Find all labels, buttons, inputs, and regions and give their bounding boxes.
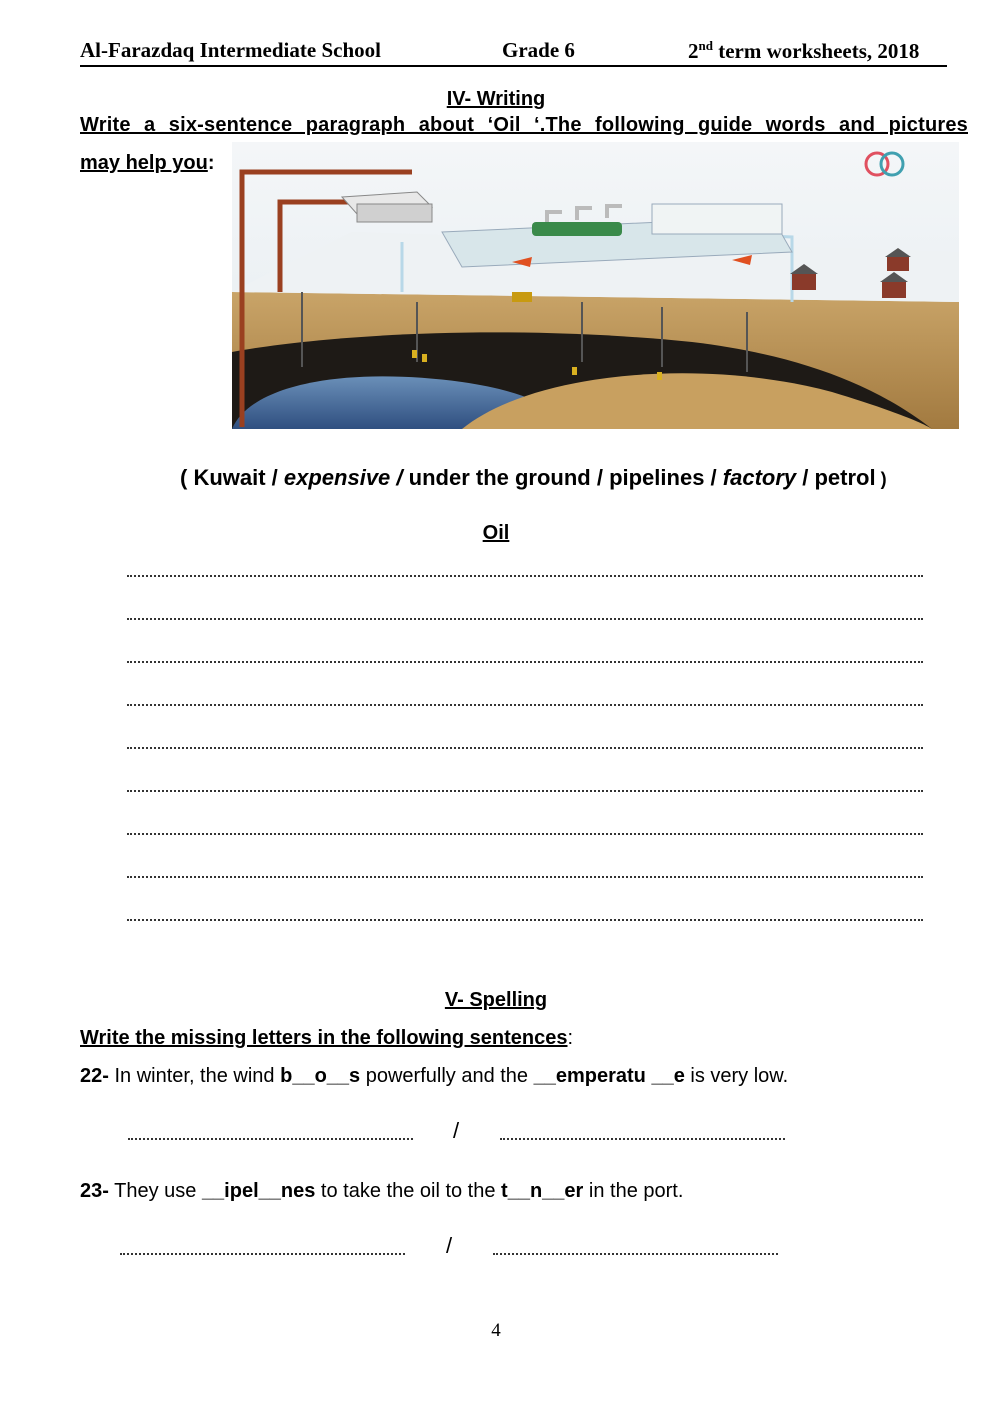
writing-line[interactable] bbox=[127, 833, 923, 835]
writing-instruction-colon: : bbox=[207, 152, 215, 174]
guide-close: ) bbox=[875, 469, 887, 489]
writing-instruction-text: may help you bbox=[80, 152, 208, 174]
spelling-instruction-colon: : bbox=[567, 1027, 574, 1049]
term-label bbox=[688, 38, 919, 64]
guide-sep: / bbox=[390, 465, 409, 490]
q22-slash: / bbox=[453, 1118, 460, 1143]
q23-text1: They use bbox=[108, 1180, 202, 1202]
q23-word1: __ipel__nes bbox=[201, 1180, 316, 1202]
writing-line[interactable] bbox=[127, 747, 923, 749]
q23-slash: / bbox=[446, 1233, 453, 1258]
page-number: 4 bbox=[491, 1320, 501, 1341]
page-header bbox=[80, 38, 947, 67]
power-station bbox=[652, 204, 782, 234]
q22-answer-line-1[interactable] bbox=[128, 1138, 413, 1140]
writing-line[interactable] bbox=[127, 919, 923, 921]
writing-line[interactable] bbox=[127, 661, 923, 663]
guide-word-expensive: expensive bbox=[283, 465, 391, 490]
paragraph-title: Oil bbox=[482, 522, 510, 544]
oil-infrastructure-illustration bbox=[232, 142, 959, 429]
factory-tanks bbox=[532, 222, 622, 236]
spelling-section-title: V- Spelling bbox=[444, 989, 548, 1011]
question-22 bbox=[80, 1065, 788, 1088]
school-name: Al-Farazdaq Intermediate School bbox=[80, 38, 381, 62]
pump-jack bbox=[512, 292, 532, 302]
guide-words-middle: under the ground / pipelines / bbox=[408, 465, 723, 490]
guide-open: ( Kuwait / bbox=[180, 465, 284, 490]
q23-answer-line-2[interactable] bbox=[493, 1253, 778, 1255]
writing-instruction-line1: Write a six-sentence paragraph about ‘Oil ‘.The following guide words and pictures bbox=[80, 114, 968, 136]
guide-words bbox=[180, 465, 887, 491]
term-superscript: nd bbox=[698, 38, 713, 53]
q22-answer-line-2[interactable] bbox=[500, 1138, 785, 1140]
q22-text2: powerfully and the bbox=[360, 1065, 534, 1087]
guide-word-factory: factory bbox=[722, 465, 797, 490]
guide-word-petrol: / petrol bbox=[796, 465, 876, 490]
grade-label: Grade 6 bbox=[502, 38, 575, 62]
writing-line[interactable] bbox=[127, 704, 923, 706]
term-number: 2 bbox=[688, 39, 699, 63]
writing-line[interactable] bbox=[127, 790, 923, 792]
writing-instruction-line2 bbox=[80, 152, 214, 175]
q23-answer-line-1[interactable] bbox=[120, 1253, 405, 1255]
q22-word2: __emperatu __e bbox=[533, 1065, 685, 1087]
spelling-instruction bbox=[80, 1027, 573, 1050]
writing-section-title: IV- Writing bbox=[446, 88, 546, 110]
writing-line[interactable] bbox=[127, 618, 923, 620]
q22-word1: b__o__s bbox=[280, 1065, 361, 1087]
term-text: term worksheets, 2018 bbox=[712, 39, 920, 63]
writing-line[interactable] bbox=[127, 876, 923, 878]
question-23 bbox=[80, 1180, 683, 1203]
building bbox=[357, 204, 432, 222]
question-23-number: 23- bbox=[80, 1180, 109, 1202]
q23-text2: to take the oil to the bbox=[315, 1180, 502, 1202]
q23-word2: t__n__er bbox=[501, 1180, 584, 1202]
q22-text3: is very low. bbox=[684, 1065, 789, 1087]
q22-text1: In winter, the wind bbox=[108, 1065, 281, 1087]
writing-line[interactable] bbox=[127, 575, 923, 577]
spelling-instruction-text: Write the missing letters in the following sentences bbox=[80, 1027, 568, 1049]
q23-text3: in the port. bbox=[583, 1180, 684, 1202]
question-22-number: 22- bbox=[80, 1065, 109, 1087]
